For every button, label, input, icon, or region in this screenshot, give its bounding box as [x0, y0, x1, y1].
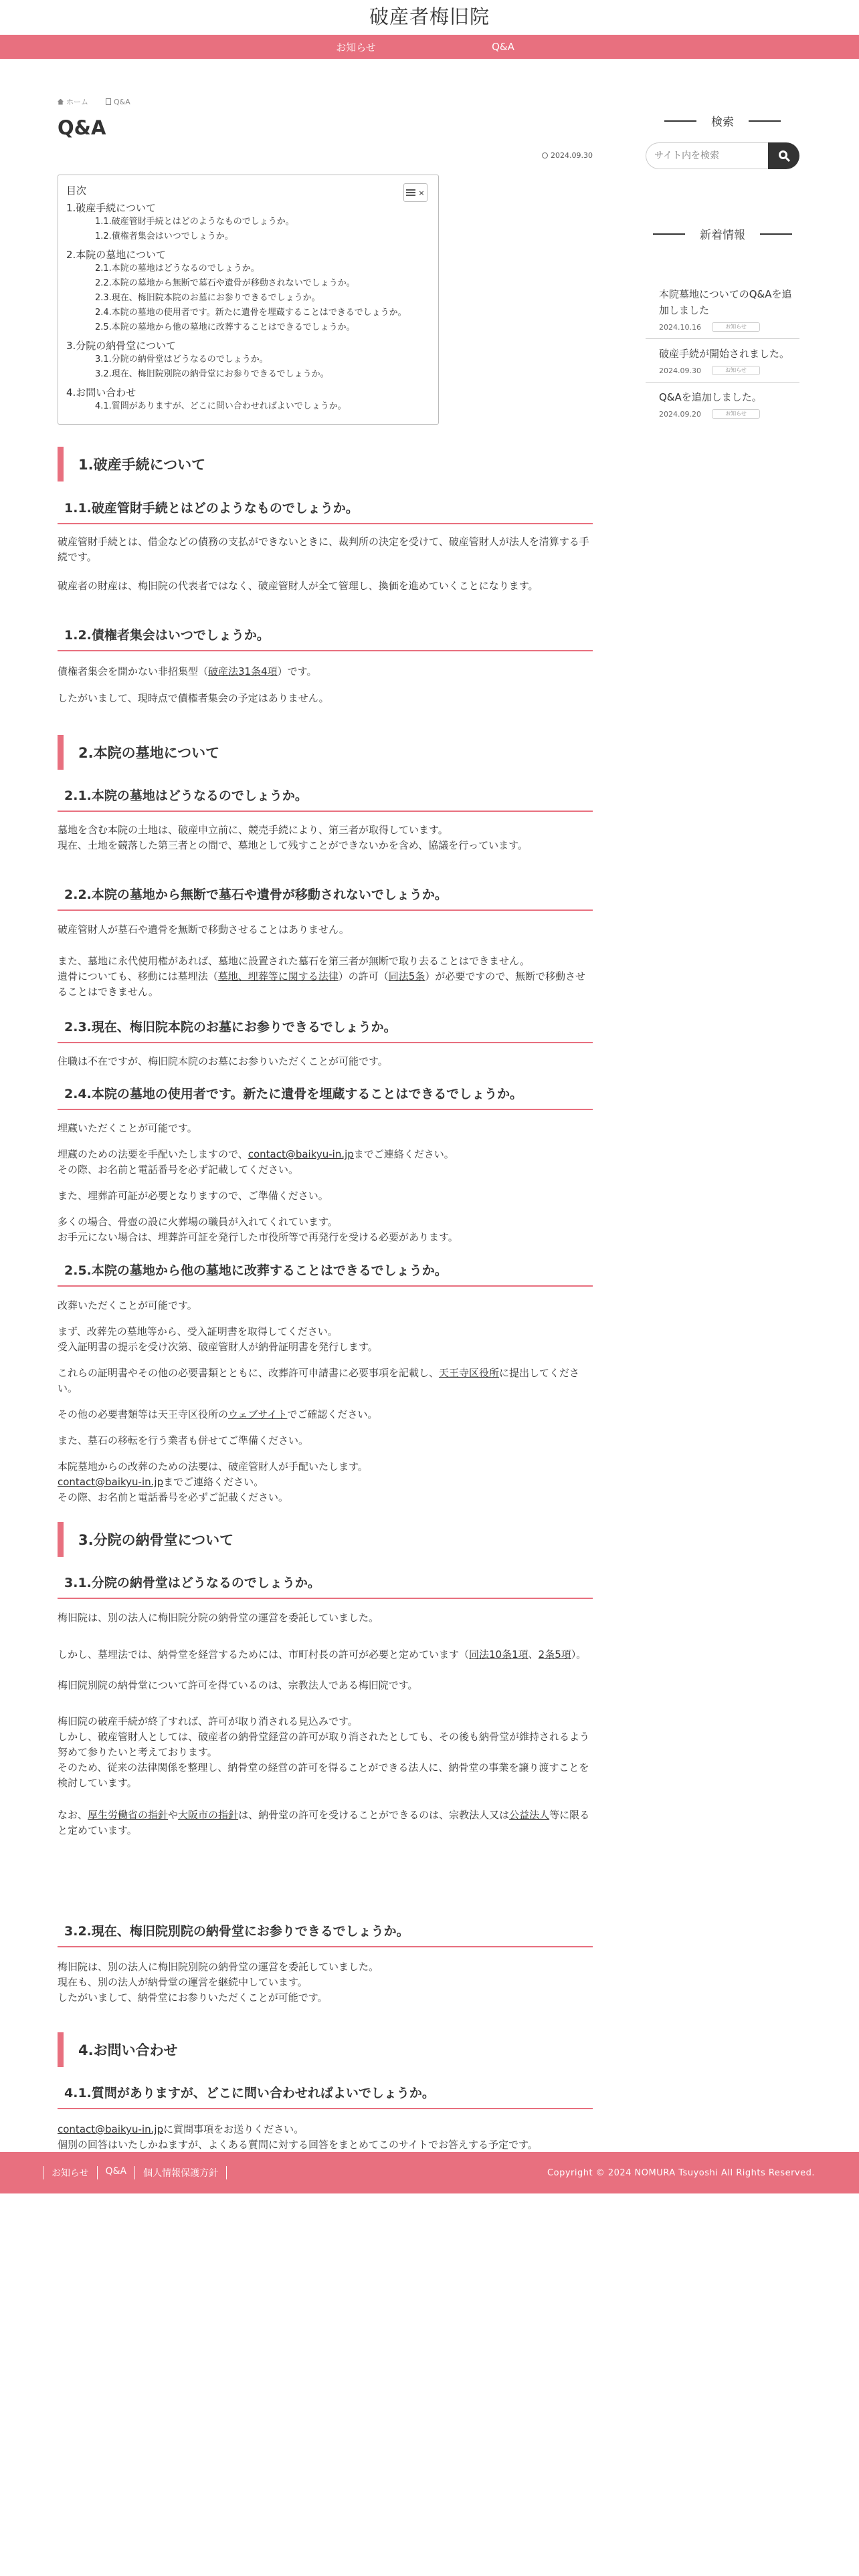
- toc-subitem[interactable]: 2.3.現在、梅旧院本院のお墓にお参りできるでしょうか。: [95, 293, 320, 303]
- law-link[interactable]: 墓地、埋葬等に関する法律: [217, 970, 339, 982]
- breadcrumb: [58, 96, 593, 107]
- breadcrumb-current: [106, 98, 130, 106]
- paragraph: 梅旧院の破産手続が終了すれば、許可が取り消される見込みです。: [58, 1715, 358, 1727]
- document-icon: [106, 98, 111, 105]
- paragraph: したがいまして、現時点で債権者集会の予定はありません。: [58, 692, 329, 704]
- paragraph: 梅旧院は、別の法人に梅旧院分院の納骨堂の運営を委託していました。: [58, 1612, 379, 1624]
- paragraph: その際、お名前と電話番号を必ず記載してください。: [58, 1164, 299, 1176]
- toc-subitem[interactable]: 3.2.現在、梅旧院別院の納骨堂にお参りできるでしょうか。: [95, 369, 329, 379]
- news-date: 2024.09.20: [659, 409, 701, 419]
- question-heading: 2.5.本院の墓地から他の墓地に改葬することはできるでしょうか。: [58, 1261, 593, 1287]
- toc-subitem[interactable]: 2.1.本院の墓地はどうなるのでしょうか。: [95, 263, 260, 274]
- paragraph: 現在、土地を競落した第三者との間で、墓地として残すことができないかを含め、協議を行っています。: [58, 839, 528, 851]
- paragraph: 個別の回答はいたしかねますが、よくある質問に対する回答をまとめてこのサイトでお答えする予定です。: [58, 2139, 538, 2151]
- toc-subitem[interactable]: 3.1.分院の納骨堂はどうなるのでしょうか。: [95, 354, 268, 364]
- section-heading: 3.分院の納骨堂について: [58, 1522, 593, 1557]
- search-form: [646, 142, 799, 169]
- question-heading: 2.1.本院の墓地はどうなるのでしょうか。: [58, 786, 593, 812]
- toc-item[interactable]: 4.お問い合わせ: [66, 387, 136, 399]
- paragraph: 住職は不在ですが、梅旧院本院のお墓にお参りいただくことが可能です。: [58, 1055, 388, 1067]
- question-heading: 1.2.債権者集会はいつでしょうか。: [58, 625, 593, 651]
- contact-email-link[interactable]: contact@baikyu-in.jp: [58, 1476, 164, 1488]
- toc-subitem[interactable]: 1.2.債権者集会はいつでしょうか。: [95, 231, 233, 241]
- paragraph: まず、改葬先の墓地等から、受入証明書を取得してください。: [58, 1325, 338, 1337]
- paragraph: お手元にない場合は、埋葬許可証を発行した市役所等で再発行を受ける必要があります。: [58, 1231, 458, 1243]
- table-of-contents: [58, 175, 439, 425]
- site-title[interactable]: 破産者梅旧院: [369, 5, 490, 28]
- toc-subitem[interactable]: 2.5.本院の墓地から他の墓地に改葬することはできるでしょうか。: [95, 322, 355, 332]
- news-widget-title: 新着情報: [646, 225, 799, 242]
- paragraph: 梅旧院は、別の法人に梅旧院別院の納骨堂の運営を委託していました。: [58, 1961, 379, 1973]
- paragraph: contact@baikyu-in.jpまでご連絡ください。: [58, 1476, 264, 1488]
- search-widget-title: 検索: [646, 112, 799, 129]
- breadcrumb-current-label: Q&A: [114, 97, 130, 106]
- paragraph: 現在も、別の法人が納骨堂の運営を継続中しています。: [58, 1976, 308, 1988]
- nav-item-qa[interactable]: Q&A: [492, 41, 514, 53]
- paragraph: 受入証明書の提示を受け次第、破産管財人が納骨証明書を発行します。: [58, 1341, 378, 1353]
- paragraph: 債権者集会を開かない非招集型（破産法31条4項）です。: [58, 665, 317, 677]
- news-title[interactable]: Q&Aを追加しました。: [659, 391, 762, 403]
- list-icon: [406, 189, 415, 196]
- paragraph: 梅旧院別院の納骨堂について許可を得ているのは、宗教法人である梅旧院です。: [58, 1679, 418, 1691]
- news-item[interactable]: [646, 383, 799, 425]
- paragraph: contact@baikyu-in.jpに質問事項をお送りください。: [58, 2123, 304, 2135]
- toc-item[interactable]: 1.破産手続について: [66, 202, 157, 214]
- section-heading: 4.お問い合わせ: [58, 2032, 593, 2067]
- question-heading: 3.2.現在、梅旧院別院の納骨堂にお参りできるでしょうか。: [58, 1921, 593, 1947]
- paragraph: 遺骨についても、移動には墓埋法（墓地、埋葬等に関する法律）の許可（同法5条）が必要ですので、無断で移動させることはできません。: [58, 970, 585, 998]
- page-title: Q&A: [58, 116, 106, 139]
- question-heading: 2.4.本院の墓地の使用者です。新たに遺骨を埋蔵することはできるでしょうか。: [58, 1084, 593, 1110]
- law-link[interactable]: 同法5条: [388, 970, 425, 982]
- section-heading: 1.破産手続について: [58, 447, 593, 481]
- law-link[interactable]: 同法10条1項: [469, 1648, 529, 1660]
- paragraph: また、埋葬許可証が必要となりますので、ご準備ください。: [58, 1190, 328, 1202]
- toc-subitem[interactable]: 2.4.本院の墓地の使用者です。新たに遺骨を埋蔵することはできるでしょうか。: [95, 308, 407, 318]
- news-item[interactable]: [646, 280, 799, 339]
- paragraph: 多くの場合、骨壺の設に火葬場の職員が入れてくれています。: [58, 1216, 338, 1228]
- post-date: [58, 151, 593, 160]
- question-heading: 4.1.質問がありますが、どこに問い合わせればよいでしょうか。: [58, 2083, 593, 2109]
- question-heading: 2.2.本院の墓地から無断で墓石や遺骨が移動されないでしょうか。: [58, 885, 593, 911]
- paragraph: その他の必要書類等は天王寺区役所のウェブサイトでご確認ください。: [58, 1408, 378, 1420]
- category-badge: お知らせ: [712, 322, 760, 332]
- paragraph: なお、厚生労働省の指針や大阪市の指針は、納骨堂の許可を受けることができるのは、宗教法人又は公益法人等に限ると定めています。: [58, 1809, 590, 1836]
- paragraph: また、墓石の移転を行う業者も併せてご準備ください。: [58, 1434, 309, 1446]
- toc-item[interactable]: 2.本院の墓地について: [66, 249, 167, 261]
- footer-link-privacy[interactable]: 個人情報保護方針: [134, 2166, 227, 2179]
- news-title[interactable]: 本院墓地についてのQ&Aを追加しました: [659, 288, 792, 316]
- paragraph: 破産管財手続とは、借金などの債務の支払ができないときに、裁判所の決定を受けて、破産管財人が法人を清算する手続です。: [58, 536, 589, 563]
- contact-email-link[interactable]: contact@baikyu-in.jp: [248, 1148, 354, 1160]
- page-layout: [0, 59, 859, 2152]
- paragraph: また、墓地に永代使用権があれば、墓地に設置された墓石を第三者が無断で取り去ることはできません。: [58, 955, 530, 967]
- category-badge: お知らせ: [712, 409, 760, 419]
- toc-subitem[interactable]: 2.2.本院の墓地から無断で墓石や遺骨が移動されないでしょうか。: [95, 278, 355, 288]
- breadcrumb-home-label: ホーム: [66, 98, 88, 106]
- toc-toggle-button[interactable]: ×: [403, 183, 427, 202]
- website-link[interactable]: ウェブサイト: [228, 1408, 288, 1420]
- toc-item[interactable]: 3.分院の納骨堂について: [66, 340, 177, 352]
- paragraph: したがいまして、納骨堂にお参りいただくことが可能です。: [58, 1992, 328, 2004]
- copyright: Copyright © 2024 NOMURA Tsuyoshi All Rights Reserved.: [547, 2167, 815, 2178]
- clock-icon: [542, 152, 548, 158]
- public-corp-link[interactable]: 公益法人: [509, 1809, 550, 1821]
- paragraph: その際、お名前と電話番号を必ずご記載ください。: [58, 1491, 289, 1503]
- news-date: 2024.10.16: [659, 322, 701, 332]
- question-heading: 3.1.分院の納骨堂はどうなるのでしょうか。: [58, 1573, 593, 1599]
- toc-subitem[interactable]: 1.1.破産管財手続とはどのようなものでしょうか。: [95, 217, 294, 227]
- footer-link-news[interactable]: お知らせ: [43, 2166, 97, 2179]
- question-heading: 2.3.現在、梅旧院本院のお墓にお参りできるでしょうか。: [58, 1017, 593, 1043]
- news-title[interactable]: 破産手続が開始されました。: [659, 348, 790, 360]
- footer-nav: [43, 2166, 227, 2179]
- law-link[interactable]: 2条5項: [538, 1648, 571, 1660]
- question-heading: 1.1.破産管財手続とはどのようなものでしょうか。: [58, 498, 593, 524]
- nav-item-news[interactable]: お知らせ: [336, 41, 376, 53]
- category-badge: お知らせ: [712, 366, 760, 375]
- search-button[interactable]: [768, 142, 799, 169]
- site-header: [0, 0, 859, 35]
- home-icon: [58, 99, 64, 105]
- toc-subitem[interactable]: 4.1.質問がありますが、どこに問い合わせればよいでしょうか。: [95, 401, 347, 411]
- footer-link-qa[interactable]: Q&A: [97, 2166, 135, 2179]
- paragraph: そのため、従来の法律関係を整理し、納骨堂の経営の許可を得ることができる法人に、納骨堂の事業を譲り渡すことを検討しています。: [58, 1761, 589, 1789]
- law-link[interactable]: 破産法31条4項: [208, 665, 278, 677]
- toc-title: 目次: [66, 185, 87, 197]
- search-icon: [779, 150, 787, 159]
- paragraph: 埋蔵いただくことが可能です。: [58, 1122, 197, 1134]
- search-input[interactable]: [646, 142, 768, 169]
- paragraph: 破産管財人が墓石や遺骨を無断で移動させることはありません。: [58, 924, 349, 936]
- paragraph: これらの証明書やその他の必要書類とともに、改葬許可申請書に必要事項を記載し、天王寺区役所に提出してください。: [58, 1367, 580, 1394]
- news-date: 2024.09.30: [659, 366, 701, 375]
- breadcrumb-home[interactable]: [58, 96, 88, 107]
- ward-office-link[interactable]: 天王寺区役所: [439, 1367, 500, 1379]
- contact-email-link[interactable]: contact@baikyu-in.jp: [58, 2123, 164, 2135]
- site-footer: [0, 2152, 859, 2193]
- news-list: [646, 280, 799, 425]
- mhlw-guideline-link[interactable]: 厚生労働省の指針: [88, 1809, 169, 1821]
- main-content: [58, 96, 593, 425]
- paragraph: 本院墓地からの改葬のための法要は、破産管財人が手配いたします。: [58, 1461, 368, 1473]
- post-date-value: 2024.09.30: [551, 151, 593, 160]
- section-heading: 2.本院の墓地について: [58, 735, 593, 770]
- paragraph: しかし、墓埋法では、納骨堂を経営するためには、市町村長の許可が必要と定めています（同法10条1項、2条5項）。: [58, 1648, 587, 1660]
- paragraph: 墓地を含む本院の土地は、破産申立前に、競売手続により、第三者が取得しています。: [58, 824, 448, 836]
- paragraph: 埋蔵のための法要を手配いたしますので、contact@baikyu-in.jpまでご連絡ください。: [58, 1148, 454, 1160]
- paragraph: しかし、破産管財人としては、破産者の納骨堂経営の許可が取り消されたとしても、その後も納骨堂が維持されるよう努めて参りたいと考えております。: [58, 1731, 590, 1758]
- osaka-guideline-link[interactable]: 大阪市の指針: [178, 1809, 239, 1821]
- news-item[interactable]: [646, 339, 799, 383]
- paragraph: 破産者の財産は、梅旧院の代表者ではなく、破産管財人が全て管理し、換価を進めていくことになります。: [58, 580, 539, 592]
- paragraph: 改葬いただくことが可能です。: [58, 1299, 197, 1311]
- global-nav: [0, 35, 859, 59]
- sidebar: [646, 112, 799, 425]
